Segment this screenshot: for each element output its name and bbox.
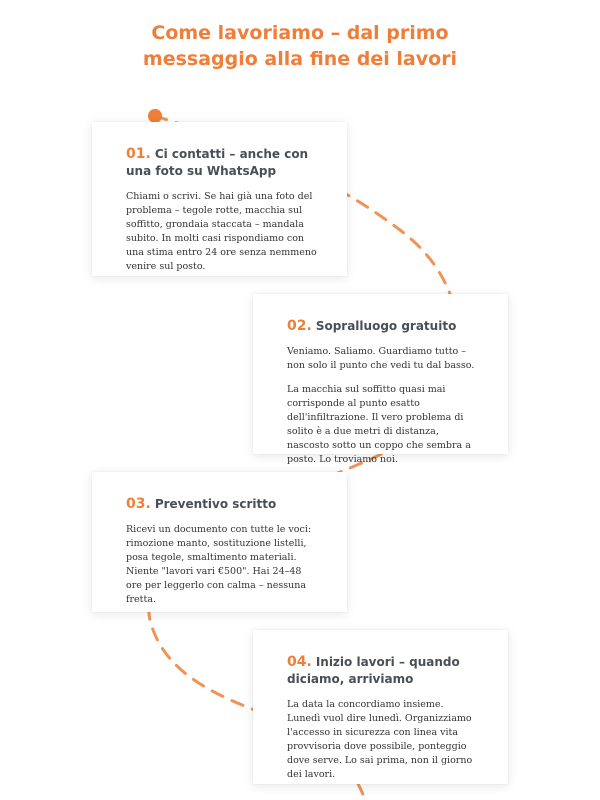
step-number-3: 03. bbox=[126, 496, 151, 512]
step-number-2: 02. bbox=[287, 318, 312, 334]
step-heading-2: Sopralluogo gratuito bbox=[315, 319, 457, 333]
timeline-start-dot bbox=[148, 109, 162, 123]
page-title-line-2: messaggio alla fine dei lavori bbox=[142, 48, 458, 70]
step-number-1: 01. bbox=[126, 146, 151, 162]
step-heading-4: Inizio lavori – quando diciamo, arriviamo bbox=[287, 655, 460, 686]
step-title-1 bbox=[126, 146, 317, 180]
step-description-2a: Veniamo. Saliamo. Guardiamo tutto – non solo il punto che vedi tu dal basso. bbox=[287, 346, 475, 371]
step-card-1 bbox=[92, 122, 347, 276]
step-title-4 bbox=[287, 654, 478, 688]
step-description-3: Ricevi un documento con tutte le voci: rimozione manto, sostituzione listelli, posa tegole, smaltimento materiali. Niente "lavori vari €500". Hai 24–48 ore per leggerlo con calma – nessuna fretta. bbox=[126, 524, 312, 605]
step-card-2 bbox=[253, 294, 508, 465]
step-description-4: La data la concordiamo insieme. Lunedì vuol dire lunedì. Organizziamo l'accesso in sicurezza con linea vita provvisoria dove possibile, ponteggio dove serve. Lo sai prima, non il giorno dei lavori. bbox=[287, 699, 473, 780]
step-heading-3: Preventivo scritto bbox=[154, 497, 277, 511]
page-title bbox=[0, 20, 600, 72]
step-number-4: 04. bbox=[287, 654, 312, 670]
step-title-3 bbox=[126, 496, 317, 513]
step-heading-1: Ci contatti – anche con una foto su WhatsApp bbox=[126, 147, 309, 178]
step-card-4 bbox=[253, 630, 508, 784]
page-title-line-1: Come lavoriamo – dal primo bbox=[151, 22, 449, 44]
step-card-3 bbox=[92, 472, 347, 612]
step-description-1: Chiami o scrivi. Se hai già una foto del problema – tegole rotte, macchia sul soffitto, grondaia staccata – mandala subito. In molti casi rispondiamo con una stima entro 24 ore senza nemmeno venire sul posto. bbox=[126, 191, 317, 272]
step-title-2 bbox=[287, 318, 478, 335]
step-description-2b: La macchia sul soffitto quasi mai corrisponde al punto esatto dell'infiltrazione. Il vero problema di solito è a due metri di distanza, nascosto sotto un coppo che sembra a posto. Lo troviamo noi. bbox=[287, 384, 471, 465]
